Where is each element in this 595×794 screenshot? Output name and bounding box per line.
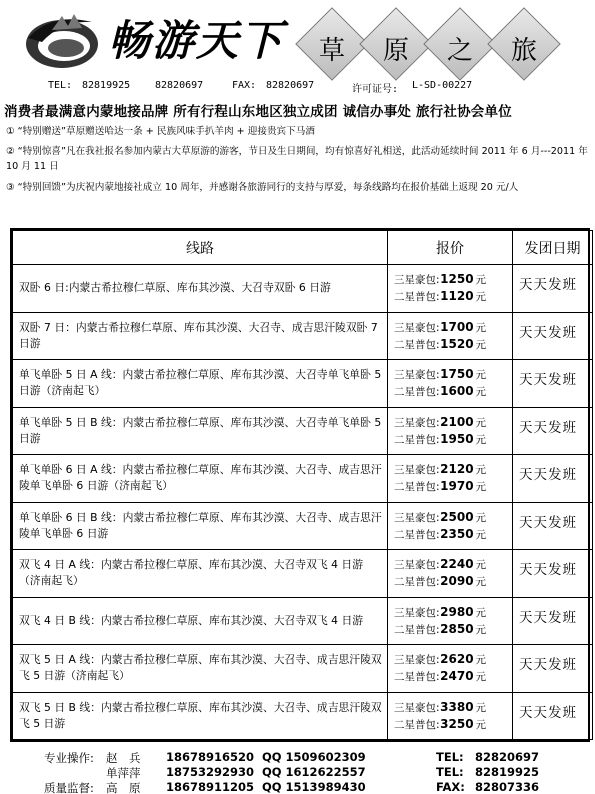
price-label: 二星普包:: [394, 481, 440, 494]
route-cell: 双飞 5 日 A 线：内蒙古希拉穆仁草原、库布其沙漠、大召寺、成吉思汗陵双飞 5 日游（济南起飞）: [13, 645, 388, 693]
price-label: 二星普包:: [394, 338, 440, 351]
table-row: [13, 550, 593, 598]
column-header-date: 发团日期: [513, 231, 593, 265]
table-row: [13, 597, 593, 645]
footer-mobile: 18678911205: [166, 780, 255, 794]
table-row: [13, 407, 593, 455]
price-unit: 元: [475, 701, 487, 714]
price-label: 二星普包:: [394, 671, 440, 684]
departure-cell: 天天发班: [513, 360, 593, 408]
footer-tel: 82819925: [475, 765, 540, 779]
price-unit: 元: [475, 511, 487, 524]
price-amount: 3250: [440, 716, 474, 731]
fax-number: 82820697: [266, 80, 315, 91]
price-unit: 元: [475, 274, 487, 287]
route-cell: 双飞 5 日 B 线：内蒙古希拉穆仁草原、库布其沙漠、大召寺、成吉思汗陵双飞 5 日游: [13, 692, 388, 740]
footer-mobile: 18678916520: [166, 750, 255, 764]
footer-role: 质量监督:: [44, 781, 94, 794]
price-label: 三星豪包:: [394, 511, 440, 524]
route-cell: 双卧 6 日:内蒙古希拉穆仁草原、库布其沙漠、大召寺双卧 6 日游: [13, 265, 388, 313]
price-unit: 元: [475, 481, 487, 494]
price-amount: 2620: [440, 652, 474, 667]
price-unit: 元: [475, 623, 487, 636]
departure-cell: 天天发班: [513, 597, 593, 645]
route-cell: 双卧 7 日：内蒙古希拉穆仁草原、库布其沙漠、大召寺、成吉思汗陵双卧 7 日游: [13, 312, 388, 360]
price-unit: 元: [475, 718, 487, 731]
price-label: 二星普包:: [394, 433, 440, 446]
price-amount: 2850: [440, 621, 474, 636]
price-line-two-star: [394, 383, 512, 400]
footer-row: [0, 780, 595, 794]
departure-cell: 天天发班: [513, 550, 593, 598]
price-line-three-star: [394, 366, 512, 383]
route-cell: 双飞 4 日 B 线：内蒙古希拉穆仁草原、库布其沙漠、大召寺双飞 4 日游: [13, 597, 388, 645]
price-line-two-star: [394, 431, 512, 448]
departure-cell: 天天发班: [513, 265, 593, 313]
price-amount: 2470: [440, 669, 474, 684]
price-line-three-star: [394, 651, 512, 668]
footer-tel: 82820697: [475, 750, 540, 764]
departure-cell: 天天发班: [513, 407, 593, 455]
price-unit: 元: [475, 416, 487, 429]
price-label: 三星豪包:: [394, 321, 440, 334]
note-text: “特别惊喜”凡在我社报名参加内蒙古大草原游的游客，节日及生日期间，均有惊喜好礼相送，此活动延续时间 2011 年 6 月---2011 年 10 月 11 日: [6, 146, 588, 172]
note-marker: ②: [6, 146, 15, 157]
price-line-two-star: [394, 526, 512, 543]
price-label: 二星普包:: [394, 576, 440, 589]
price-amount: 2090: [440, 574, 474, 589]
table-row: [13, 265, 593, 313]
departure-cell: 天天发班: [513, 692, 593, 740]
price-unit: 元: [475, 559, 487, 572]
footer-tel-label: FAX:: [436, 780, 465, 794]
price-line-two-star: [394, 668, 512, 685]
price-cell: [388, 645, 513, 693]
price-amount: 3380: [440, 699, 474, 714]
footer-qq: QQ 1612622557: [262, 765, 366, 779]
price-amount: 1950: [440, 431, 474, 446]
tagline-diamonds: [298, 10, 568, 80]
price-unit: 元: [475, 433, 487, 446]
footer-row: [0, 750, 595, 765]
price-cell: [388, 455, 513, 503]
tagline-char: 原: [382, 36, 409, 66]
contact-row: [0, 80, 595, 96]
table-row: [13, 360, 593, 408]
price-unit: 元: [475, 291, 487, 304]
price-line-two-star: [394, 288, 512, 305]
price-line-two-star: [394, 621, 512, 638]
route-cell: 单飞单卧 6 日 A 线：内蒙古希拉穆仁草原、库布其沙漠、大召寺、成吉思汗陵单飞单卧 6 日游（济南起飞）: [13, 455, 388, 503]
footer-role: 专业操作:: [44, 751, 94, 765]
promo-notes: [6, 124, 590, 200]
price-unit: 元: [475, 338, 487, 351]
price-unit: 元: [475, 606, 487, 619]
departure-cell: 天天发班: [513, 312, 593, 360]
footer-row: [0, 765, 595, 780]
table-header-row: [13, 231, 593, 265]
promo-note: [6, 124, 590, 139]
price-cell: [388, 360, 513, 408]
price-line-two-star: [394, 336, 512, 353]
tagline-char: 之: [446, 36, 473, 66]
price-amount: 1970: [440, 479, 474, 494]
footer-name: 赵 兵: [106, 751, 141, 765]
brand-title: 畅游天下: [108, 16, 285, 65]
price-amount: 1600: [440, 384, 474, 399]
price-amount: 2120: [440, 462, 474, 477]
price-line-three-star: [394, 699, 512, 716]
tel-number-2: 82820697: [155, 80, 204, 91]
departure-cell: 天天发班: [513, 502, 593, 550]
price-amount: 1250: [440, 272, 474, 287]
price-cell: [388, 692, 513, 740]
table-row: [13, 312, 593, 360]
price-line-three-star: [394, 556, 512, 573]
price-label: 二星普包:: [394, 528, 440, 541]
price-label: 三星豪包:: [394, 464, 440, 477]
price-cell: [388, 265, 513, 313]
route-price-table: [10, 228, 590, 742]
price-line-three-star: [394, 461, 512, 478]
tagline-char: 旅: [510, 36, 537, 66]
company-logo: [22, 8, 102, 72]
price-cell: [388, 597, 513, 645]
price-amount: 2100: [440, 414, 474, 429]
license-number: L-SD-00227: [412, 80, 473, 91]
price-line-three-star: [394, 414, 512, 431]
price-amount: 1520: [440, 336, 474, 351]
footer-mobile: 18753292930: [166, 765, 255, 779]
price-label: 三星豪包:: [394, 416, 440, 429]
price-line-three-star: [394, 271, 512, 288]
footer-contacts: [0, 750, 595, 794]
departure-cell: 天天发班: [513, 645, 593, 693]
price-line-three-star: [394, 319, 512, 336]
table-row: [13, 455, 593, 503]
tel-number-1: 82819925: [82, 80, 131, 91]
price-line-two-star: [394, 478, 512, 495]
route-cell: 双飞 4 日 A 线：内蒙古希拉穆仁草原、库布其沙漠、大召寺双飞 4 日游（济南起飞）: [13, 550, 388, 598]
table-row: [13, 692, 593, 740]
note-text: “特别赠送”草原赠送哈达一条 + 民族风味手扒羊肉 + 迎接贵宾下马酒: [17, 126, 315, 137]
license-label: 许可证号:: [352, 84, 399, 95]
price-cell: [388, 550, 513, 598]
price-label: 三星豪包:: [394, 701, 440, 714]
price-amount: 1700: [440, 319, 474, 334]
departure-cell: 天天发班: [513, 455, 593, 503]
table-row: [13, 502, 593, 550]
footer-qq: QQ 1513989430: [262, 780, 366, 794]
price-unit: 元: [475, 576, 487, 589]
price-amount: 1750: [440, 367, 474, 382]
price-label: 二星普包:: [394, 623, 440, 636]
table-row: [13, 645, 593, 693]
price-unit: 元: [475, 528, 487, 541]
footer-name: 单萍萍: [106, 766, 141, 780]
price-line-three-star: [394, 604, 512, 621]
fax-label: FAX:: [232, 80, 257, 91]
price-amount: 2500: [440, 509, 474, 524]
price-line-two-star: [394, 573, 512, 590]
price-label: 二星普包:: [394, 291, 440, 304]
promo-note: [6, 180, 590, 195]
footer-name: 高 原: [106, 781, 141, 794]
price-amount: 2350: [440, 526, 474, 541]
price-label: 三星豪包:: [394, 559, 440, 572]
tagline-char: 草: [318, 36, 345, 66]
promo-note: [6, 144, 590, 174]
column-header-route: 线路: [13, 231, 388, 265]
route-cell: 单飞单卧 5 日 A 线：内蒙古希拉穆仁草原、库布其沙漠、大召寺单飞单卧 5 日游（济南起飞）: [13, 360, 388, 408]
price-unit: 元: [475, 654, 487, 667]
column-header-price: 报价: [388, 231, 513, 265]
slogan: 消费者最满意内蒙地接品牌 所有行程山东地区独立成团 诚信办事处 旅行社协会单位: [4, 104, 512, 120]
price-cell: [388, 502, 513, 550]
footer-qq: QQ 1509602309: [262, 750, 366, 764]
price-amount: 2980: [440, 604, 474, 619]
price-amount: 1120: [440, 289, 474, 304]
price-cell: [388, 407, 513, 455]
price-label: 三星豪包:: [394, 606, 440, 619]
note-marker: ①: [6, 126, 15, 137]
price-cell: [388, 312, 513, 360]
price-line-two-star: [394, 716, 512, 733]
tel-label: TEL:: [48, 80, 73, 91]
note-marker: ③: [6, 182, 15, 193]
note-text: “特别回馈”为庆祝内蒙地接社成立 10 周年，并感谢各旅游同行的支持与厚爱，每条线路均在报价基础上返现 20 元/人: [17, 182, 519, 193]
price-label: 三星豪包:: [394, 369, 440, 382]
price-amount: 2240: [440, 557, 474, 572]
price-label: 三星豪包:: [394, 274, 440, 287]
price-unit: 元: [475, 464, 487, 477]
route-cell: 单飞单卧 5 日 B 线：内蒙古希拉穆仁草原、库布其沙漠、大召寺单飞单卧 5 日游: [13, 407, 388, 455]
price-unit: 元: [475, 369, 487, 382]
footer-tel: 82807336: [475, 780, 540, 794]
price-unit: 元: [475, 386, 487, 399]
price-line-three-star: [394, 509, 512, 526]
price-label: 二星普包:: [394, 386, 440, 399]
price-unit: 元: [475, 671, 487, 684]
price-label: 二星普包:: [394, 718, 440, 731]
route-cell: 单飞单卧 6 日 B 线：内蒙古希拉穆仁草原、库布其沙漠、大召寺、成吉思汗陵单飞单卧 6 日游: [13, 502, 388, 550]
price-label: 三星豪包:: [394, 654, 440, 667]
footer-tel-label: TEL:: [436, 750, 464, 764]
footer-tel-label: TEL:: [436, 765, 464, 779]
price-unit: 元: [475, 321, 487, 334]
